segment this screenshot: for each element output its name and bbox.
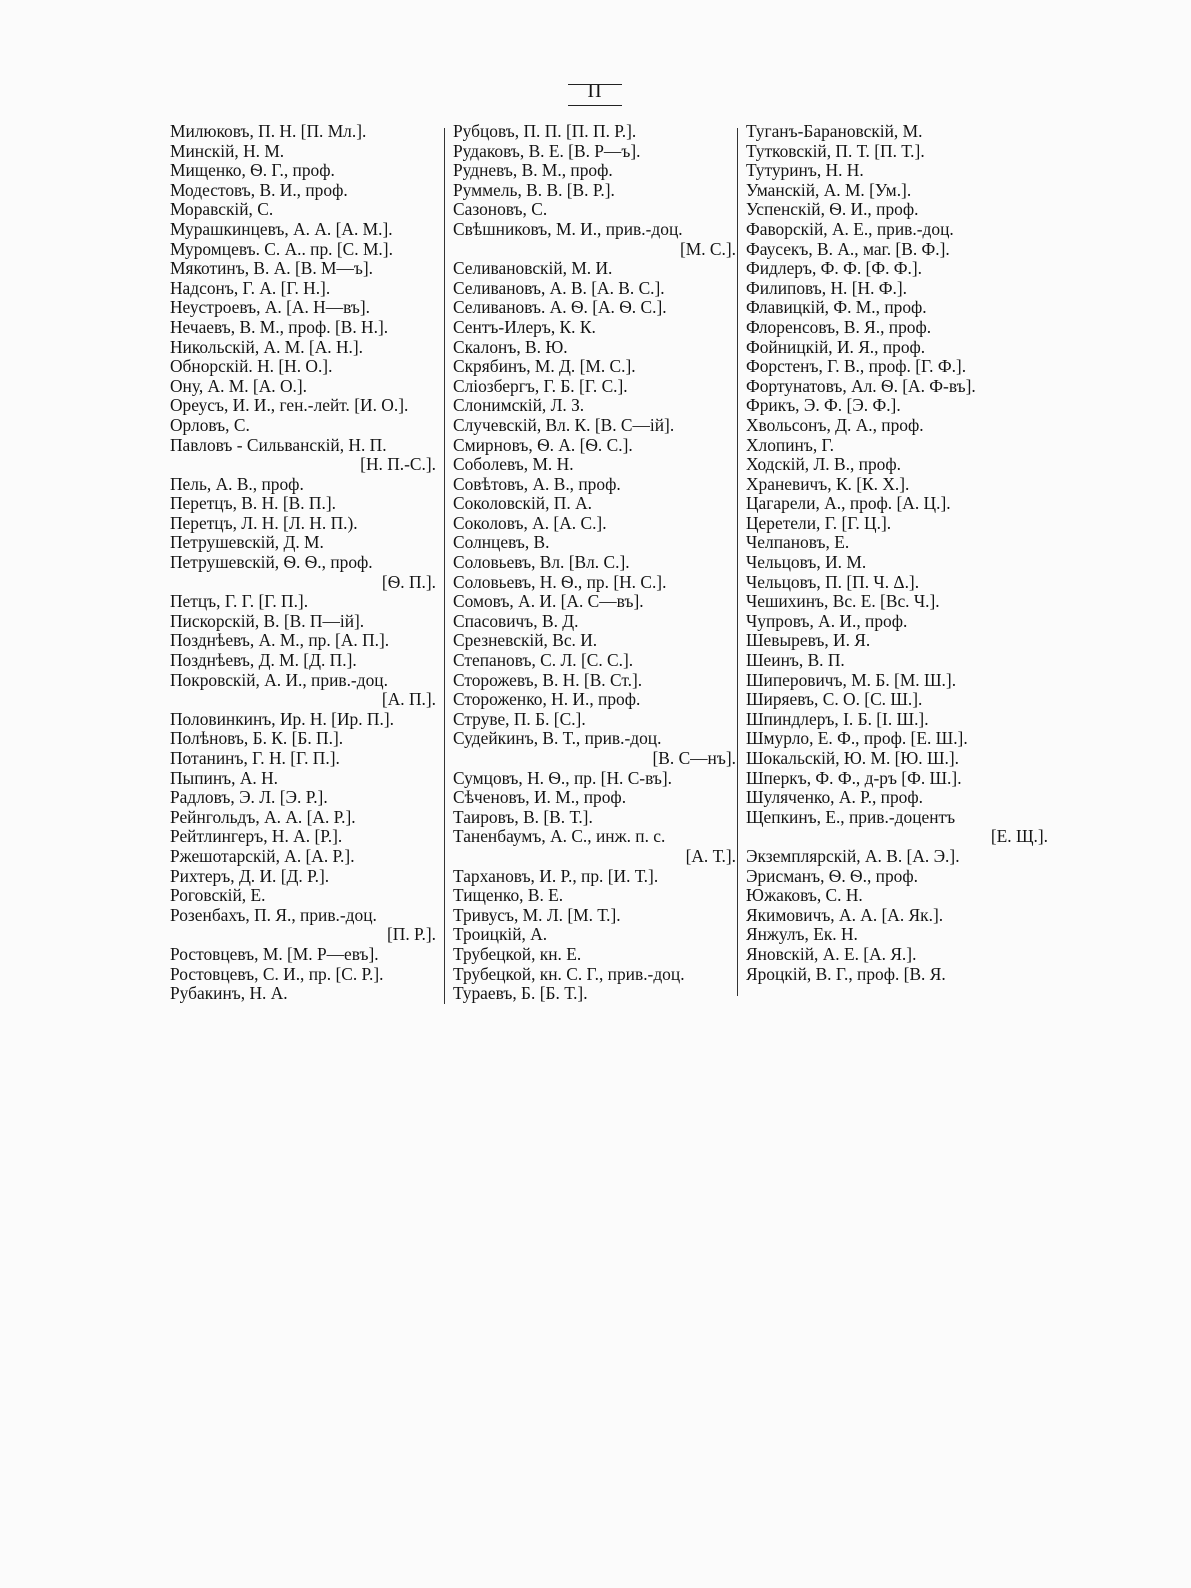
index-entry: Ореусъ, И. И., ген.-лейт. [И. О.]. — [170, 395, 409, 416]
index-entry: Петрушевскій, Ѳ. Ѳ., проф. — [170, 552, 373, 573]
index-entry: Петрушевскій, Д. М. — [170, 532, 324, 553]
index-entry-continuation: [Ѳ. П.]. — [381, 571, 436, 592]
index-entry: Милюковъ, П. Н. [П. Мл.]. — [170, 121, 367, 141]
index-entry: Фидлеръ, Ф. Ф. [Ф. Ф.]. — [746, 258, 922, 279]
index-entry: Петцъ, Г. Г. [Г. П.]. — [170, 591, 309, 612]
index-entry: Сумцовъ, Н. Ѳ., пр. [Н. С-въ]. — [453, 767, 673, 788]
index-entry: Тураевъ, Б. [Б. Т.]. — [453, 983, 588, 1004]
column-3 — [746, 122, 1050, 984]
index-entry: Мурашкинцевъ, А. А. [А. М.]. — [170, 218, 393, 239]
index-entry: Пель, А. В., проф. — [170, 473, 304, 494]
index-entry: Минскій, Н. М. — [170, 140, 285, 161]
index-entry: Форстенъ, Г. В., проф. [Г. Ф.]. — [746, 356, 967, 377]
index-entry: Пискорскій, В. [В. П—ій]. — [170, 610, 365, 631]
index-entry-continuation: [В. С—нъ]. — [652, 748, 736, 768]
index-entry: Модестовъ, В. И., проф. — [170, 179, 348, 200]
index-entry: Рейтлингеръ, Н. А. [Р.]. — [170, 826, 343, 847]
index-entry: Церетели, Г. [Г. Ц.]. — [746, 512, 892, 533]
index-entry: Потанинъ, Г. Н. [Г. П.]. — [170, 748, 340, 768]
index-entry: Шуляченко, А. Р., проф. — [746, 787, 923, 808]
index-entry: Тривусъ, М. Л. [М. Т.]. — [453, 904, 621, 925]
index-entry: Храневичъ, К. [К. Х.]. — [746, 473, 910, 494]
index-entry: Солнцевъ, В. — [453, 532, 550, 553]
index-entry: Якимовичъ, А. А. [А. Як.]. — [746, 904, 944, 925]
index-entry: Скалонъ, В. Ю. — [453, 336, 568, 357]
index-entry: Перетцъ, Л. Н. [Л. Н. П.). — [170, 512, 358, 533]
column-1 — [170, 122, 438, 1004]
index-entry: Свѣшниковъ, М. И., прив.-доц. — [453, 218, 683, 239]
index-entry: Орловъ, С. — [170, 414, 250, 435]
index-entry: Южаковъ, С. Н. — [746, 885, 863, 906]
index-entry: Тархановъ, И. Р., пр. [И. Т.]. — [453, 865, 659, 886]
index-entry: Сомовъ, А. И. [А. С—въ]. — [453, 591, 644, 612]
index-entry: Обнорскій. Н. [Н. О.]. — [170, 356, 333, 377]
index-entry: Чельцовъ, П. [П. Ч. Δ.]. — [746, 571, 920, 592]
index-entry: Степановъ, С. Л. [С. С.]. — [453, 650, 634, 671]
index-entry-continuation: [Е. Щ.]. — [990, 826, 1048, 847]
index-entry: Фаусекъ, В. А., маг. [В. Ф.]. — [746, 238, 950, 259]
index-entry: Шмурло, Е. Ф., проф. [Е. Ш.]. — [746, 728, 968, 749]
index-entry-continuation: [П. Р.]. — [386, 924, 436, 945]
index-entry: Слiозбергъ, Г. Б. [Г. С.]. — [453, 375, 628, 396]
index-entry: Флоренсовъ, В. Я., проф. — [746, 316, 932, 337]
index-entry: Яновскій, А. Е. [А. Я.]. — [746, 943, 917, 964]
index-entry: Соловьевъ, Вл. [Вл. С.]. — [453, 552, 630, 573]
index-entry: Щепкинъ, Е., прив.-доцентъ — [746, 806, 956, 827]
index-entry: Скрябинъ, М. Д. [М. С.]. — [453, 356, 636, 377]
index-entry: Слонимскій, Л. З. — [453, 395, 585, 416]
index-entry: Цагарели, А., проф. [А. Ц.]. — [746, 493, 951, 514]
index-entry: Совѣтовъ, А. В., проф. — [453, 473, 621, 494]
index-entry: Таировъ, В. [В. Т.]. — [453, 806, 593, 827]
index-entry: Тутуринъ, Н. Н. — [746, 160, 864, 181]
index-entry: Селивановъ, А. В. [А. В. С.]. — [453, 277, 665, 298]
index-entry: Радловъ, Э. Л. [Э. Р.]. — [170, 787, 328, 808]
index-entry: Чупровъ, А. И., проф. — [746, 610, 908, 631]
column-divider — [444, 128, 445, 1004]
index-entry: Шперкъ, Ф. Ф., д-ръ [Ф. Ш.]. — [746, 767, 962, 788]
index-entry: Чельцовъ, И. М. — [746, 552, 867, 573]
index-entry: Судейкинъ, В. Т., прив.-доц. — [453, 728, 662, 749]
index-entry: Рудаковъ, В. Е. [В. Р—ъ]. — [453, 140, 641, 161]
index-entry: Рихтеръ, Д. И. [Д. Р.]. — [170, 865, 330, 886]
index-entry: Неустроевъ, А. [А. Н—въ]. — [170, 297, 371, 318]
index-entry: Никольскій, А. М. [А. Н.]. — [170, 336, 364, 357]
index-entry: Ростовцевъ, С. И., пр. [С. Р.]. — [170, 963, 384, 984]
index-entry: Яроцкій, В. Г., проф. [В. Я. — [746, 963, 946, 984]
index-entry: Уманскій, А. М. [Ум.]. — [746, 179, 912, 200]
index-entry: Мякотинъ, В. А. [В. М—ъ]. — [170, 258, 374, 279]
page-number-bottom-rule — [568, 105, 622, 106]
index-entry: Троицкій, А. — [453, 924, 548, 945]
index-entry: Стороженко, Н. И., проф. — [453, 689, 641, 710]
index-entry: Надсонъ, Г. А. [Г. Н.]. — [170, 277, 331, 298]
index-entry: Тутковскій, П. Т. [П. Т.]. — [746, 140, 925, 161]
index-entry: Покровскій, А. И., прив.-доц. — [170, 669, 388, 690]
index-entry: Соколовъ, А. [А. С.]. — [453, 512, 607, 533]
index-entry: Шпиндлеръ, І. Б. [І. Ш.]. — [746, 708, 929, 729]
index-entry: Шеинъ, В. П. — [746, 650, 845, 671]
index-entry: Эрисманъ, Ѳ. Ѳ., проф. — [746, 865, 918, 886]
index-entry: Туганъ-Барановскій, М. — [746, 121, 923, 141]
index-entry: Сторожевъ, В. Н. [В. Ст.]. — [453, 669, 643, 690]
index-entry: Успенскій, Ѳ. И., проф. — [746, 199, 919, 220]
index-entry: Спасовичъ, В. Д. — [453, 610, 579, 631]
index-entry: Перетцъ, В. Н. [В. П.]. — [170, 493, 336, 514]
index-entry: Рубцовъ, П. П. [П. П. Р.]. — [453, 121, 637, 141]
index-entry: Руммель, В. В. [В. Р.]. — [453, 179, 615, 200]
index-entry: Ону, А. М. [А. О.]. — [170, 375, 308, 396]
index-entry: Муромцевъ. С. А.. пр. [С. М.]. — [170, 238, 393, 259]
index-entry: Хвольсонъ, Д. А., проф. — [746, 414, 924, 435]
index-entry: Рейнгольдъ, А. А. [А. Р.]. — [170, 806, 356, 827]
column-divider — [737, 128, 738, 996]
index-entry: Позднѣевъ, Д. М. [Д. П.]. — [170, 650, 357, 671]
index-entry-continuation: [Н. П.-С.]. — [360, 454, 436, 475]
index-entry-continuation: [А. П.]. — [381, 689, 436, 710]
index-entry: Струве, П. Б. [С.]. — [453, 708, 586, 729]
index-entry: Нечаевъ, В. М., проф. [В. Н.]. — [170, 316, 389, 337]
index-entry: Трубецкой, кн. Е. — [453, 943, 582, 964]
index-entry: Соколовскій, П. А. — [453, 493, 592, 514]
index-entry: Рубакинъ, Н. А. — [170, 983, 288, 1004]
index-entry: Половинкинъ, Ир. Н. [Ир. П.]. — [170, 708, 394, 729]
index-entry: Павловъ - Сильванскій, Н. П. — [170, 434, 387, 455]
index-entry: Флавицкій, Ф. М., проф. — [746, 297, 927, 318]
index-entry: Челпановъ, Е. — [746, 532, 850, 553]
index-entry: Трубецкой, кн. С. Г., прив.-доц. — [453, 963, 685, 984]
column-2 — [453, 122, 738, 1004]
index-entry-continuation: [А. Т.]. — [685, 845, 736, 866]
index-entry: Шиперовичъ, М. Б. [М. Ш.]. — [746, 669, 957, 690]
index-entry: Соловьевъ, Н. Ѳ., пр. [Н. С.]. — [453, 571, 667, 592]
page-number-top-rule — [568, 84, 622, 85]
index-entry: Пыпинъ, А. Н. — [170, 767, 279, 788]
index-entry: Шокальскій, Ю. М. [Ю. Ш.]. — [746, 748, 960, 768]
index-entry: Сентъ-Илеръ, К. К. — [453, 316, 596, 337]
index-entry: Фойницкій, И. Я., проф. — [746, 336, 926, 357]
index-entry: Соболевъ, М. Н. — [453, 454, 574, 475]
index-entry: Ходскій, Л. В., проф. — [746, 454, 901, 475]
index-entry: Случевскій, Вл. К. [В. С—ій]. — [453, 414, 675, 435]
index-entry: Экземплярскій, А. В. [А. Э.]. — [746, 845, 960, 866]
index-entry: Селивановъ. А. Ѳ. [А. Ѳ. С.]. — [453, 297, 667, 318]
page-number — [560, 80, 630, 103]
index-entry: Филиповъ, Н. [Н. Ф.]. — [746, 277, 908, 298]
index-entry-continuation: [М. С.]. — [679, 238, 736, 259]
index-entry: Срезневскій, Вс. И. — [453, 630, 598, 651]
index-entry: Ржешотарскій, А. [А. Р.]. — [170, 845, 355, 866]
index-entry: Смирновъ, Ѳ. А. [Ѳ. С.]. — [453, 434, 633, 455]
index-entry: Тищенко, В. Е. — [453, 885, 564, 906]
index-entry: Таненбаумъ, А. С., инж. п. с. — [453, 826, 666, 847]
index-columns — [170, 122, 1050, 1022]
index-entry: Мищенко, Ѳ. Г., проф. — [170, 160, 335, 181]
index-entry: Шевыревъ, И. Я. — [746, 630, 871, 651]
index-entry: Хлопинъ, Г. — [746, 434, 834, 455]
index-entry: Сазоновъ, С. — [453, 199, 548, 220]
index-entry: Полѣновъ, Б. К. [Б. П.]. — [170, 728, 344, 749]
index-entry: Роговскій, Е. — [170, 885, 266, 906]
index-entry: Розенбахъ, П. Я., прив.-доц. — [170, 904, 377, 925]
index-entry: Фаворскій, А. Е., прив.-доц. — [746, 218, 954, 239]
index-entry: Рудневъ, В. М., проф. — [453, 160, 613, 181]
index-entry: Чешихинъ, Вс. Е. [Вс. Ч.]. — [746, 591, 940, 612]
index-entry: Позднѣевъ, А. М., пр. [А. П.]. — [170, 630, 390, 651]
index-entry: Селивановскій, М. И. — [453, 258, 613, 279]
page-number-text: II — [587, 80, 603, 102]
index-entry: Сѣченовъ, И. М., проф. — [453, 787, 627, 808]
index-entry: Фрикъ, Э. Ф. [Э. Ф.]. — [746, 395, 901, 416]
index-entry: Янжулъ, Ек. Н. — [746, 924, 858, 945]
index-entry: Ширяевъ, С. О. [С. Ш.]. — [746, 689, 923, 710]
index-entry: Ростовцевъ, М. [М. Р—евъ]. — [170, 943, 379, 964]
index-entry: Моравскій, С. — [170, 199, 274, 220]
index-entry: Фортунатовъ, Ал. Ѳ. [А. Ф-въ]. — [746, 375, 976, 396]
